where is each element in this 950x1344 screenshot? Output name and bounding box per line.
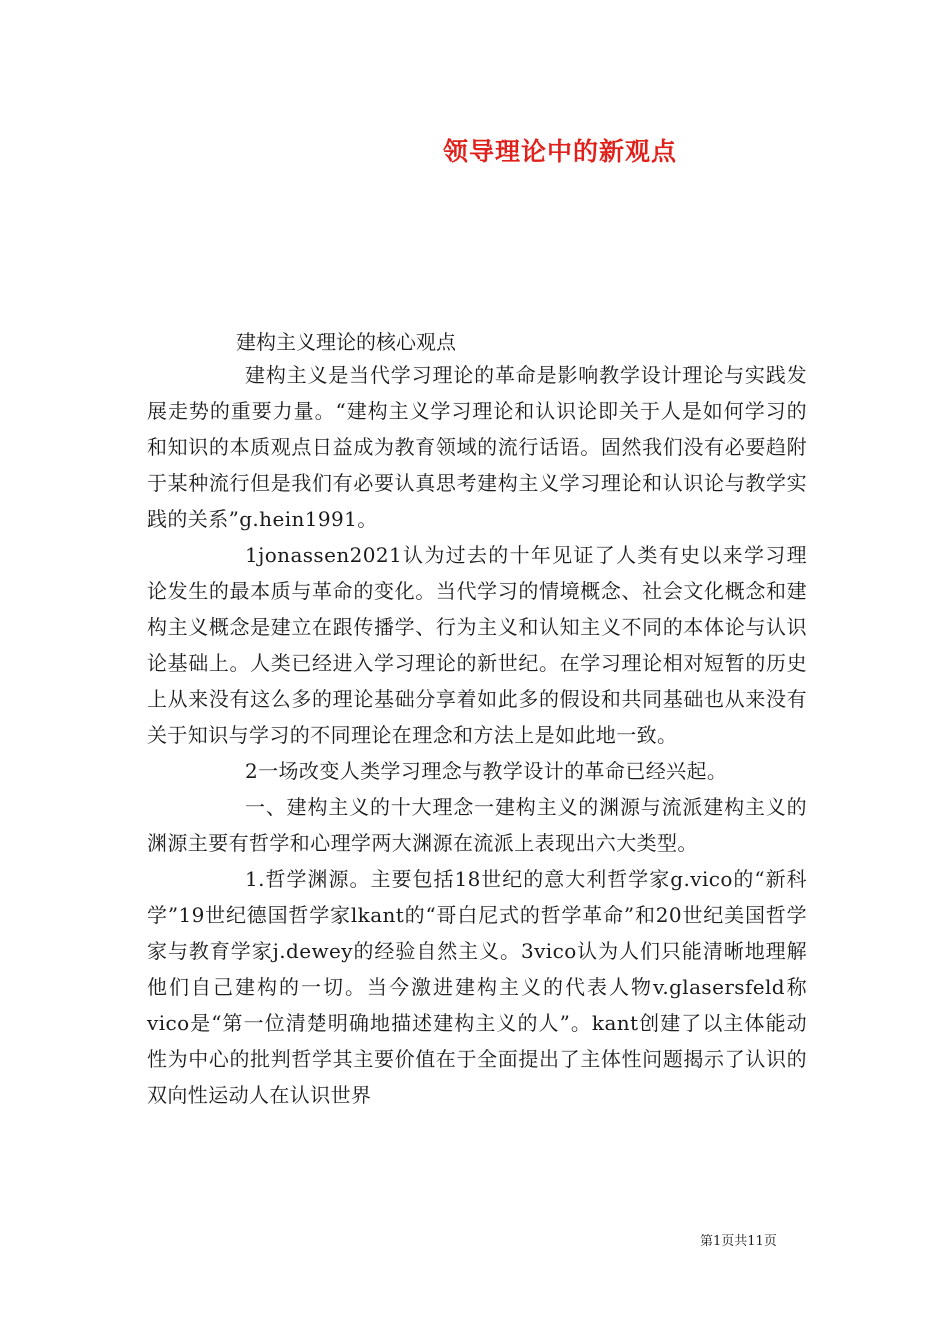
paragraph: 建构主义是当代学习理论的革命是影响教学设计理论与实践发展走势的重要力量。“建构主义学习理论和认识论即关于人是如何学习的和知识的本质观点日益成为教育领域的流行话语。固然我们没有必要趋附于某种流行但是我们有必要认真思考建构主义学习理论和认识论与教学实践的关系”g.hein1991。 (147, 363, 807, 531)
paragraph: 1jonassen2021认为过去的十年见证了人类有史以来学习理论发生的最本质与革命的变化。当代学习的情境概念、社会文化概念和建构主义概念是建立在跟传播学、行为主义和认知主义不同的本体论与认识论基础上。人类已经进入学习理论的新世纪。在学习理论相对短暂的历史上从来没有这么多的理论基础分享着如此多的假设和共同基础也从来没有关于知识与学习的不同理论在理念和方法上是如此地一致。 (147, 543, 807, 747)
paragraph: 1.哲学渊源。主要包括18世纪的意大利哲学家g.vico的“新科学”19世纪德国哲学家lkant的“哥白尼式的哲学革命”和20世纪美国哲学家与教育学家j.dewey的经验自然主义。3vico认为人们只能清晰地理解他们自己建构的一切。当今激进建构主义的代表人物v.glasersfeld称vico是“第一位清楚明确地描述建构主义的人”。kant创建了以主体能动性为中心的批判哲学其主要价值在于全面提出了主体性问题揭示了认识的双向性运动人在认识世界 (147, 867, 807, 1107)
paragraph: 一、建构主义的十大理念一建构主义的渊源与流派建构主义的渊源主要有哲学和心理学两大渊源在流派上表现出六大类型。 (147, 795, 807, 855)
document-title: 领导理论中的新观点 (442, 137, 677, 166)
document-body (147, 357, 807, 1113)
paragraph: 2一场改变人类学习理念与教学设计的革命已经兴起。 (245, 759, 728, 783)
page-number-footer: 第1页共11页 (700, 1234, 777, 1249)
section-subheading: 建构主义理论的核心观点 (236, 330, 456, 354)
